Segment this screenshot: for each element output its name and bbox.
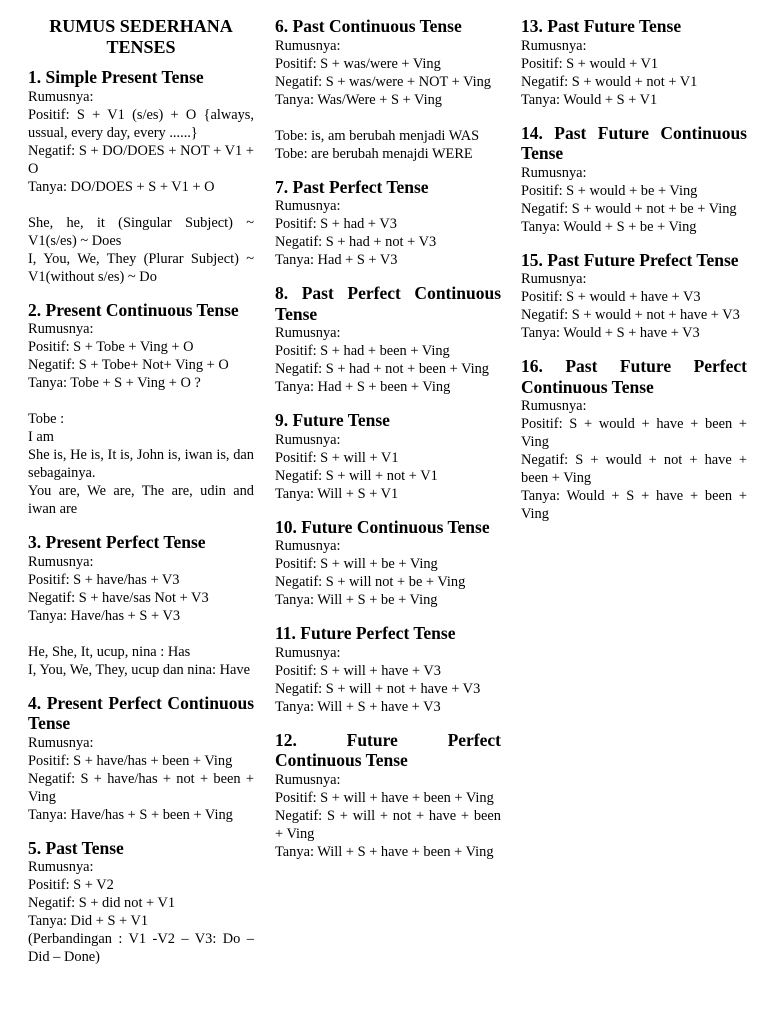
- formula-line: Positif: S + would + be + Ving: [521, 182, 698, 199]
- tense-section: [28, 838, 254, 967]
- formula-line: Negatif: S + DO/DOES + NOT + V1 + O: [28, 142, 254, 177]
- formula-line: Tanya: Have/has + S + been + Ving: [28, 806, 233, 823]
- formula-line: Positif: S + will + be + Ving: [275, 556, 438, 572]
- formula-line: Tanya: Will + S + be + Ving: [275, 592, 438, 608]
- section-heading: 14. Past Future Continuous Tense: [521, 122, 747, 163]
- formula-line: Tanya: Tobe + S + Ving + O ?: [28, 375, 201, 391]
- formula-label: Rumusnya:: [275, 644, 341, 661]
- section-heading: 10. Future Continuous Tense: [275, 516, 490, 537]
- formula-line: Tanya: Will + S + V1: [275, 485, 399, 502]
- tense-section: [275, 730, 501, 861]
- section-heading: 2. Present Continuous Tense: [28, 299, 239, 320]
- note-line: Tobe: is, am berubah menjadi WAS: [275, 127, 480, 144]
- note-line: She is, He is, It is, John is, iwan is, dan sebagainya.: [28, 447, 254, 481]
- formula-line: Tanya: DO/DOES + S + V1 + O: [28, 178, 215, 195]
- document-title: RUMUS SEDERHANA TENSES: [49, 16, 233, 57]
- formula-line: Negatif: S + would + not + V1: [521, 73, 698, 90]
- formula-line: Tanya: Would + S + V1: [521, 91, 658, 108]
- note-line: She, he, it (Singular Subject) ~ V1(s/es) ~ Does: [28, 214, 254, 249]
- formula-line: Positif: S + will + have + V3: [275, 662, 441, 679]
- formula-line: Tanya: Will + S + have + been + Ving: [275, 843, 494, 860]
- tense-section: [521, 356, 747, 523]
- tense-section: [275, 16, 501, 163]
- section-heading: 6. Past Continuous Tense: [275, 16, 462, 36]
- section-heading: 11. Future Perfect Tense: [275, 623, 456, 643]
- formula-line: Tanya: Was/Were + S + Ving: [275, 91, 442, 108]
- formula-line: Negatif: S + have/has + not + been + Ving: [28, 770, 254, 805]
- tense-section: [275, 283, 501, 396]
- tense-section: [275, 177, 501, 270]
- formula-label: Rumusnya:: [275, 538, 341, 554]
- formula-label: Rumusnya:: [275, 325, 341, 341]
- tense-section: [521, 16, 747, 109]
- column-2: [275, 16, 501, 875]
- column-1: [28, 16, 254, 980]
- formula-line: Negatif: S + have/sas Not + V3: [28, 589, 209, 606]
- tense-section: [275, 517, 501, 610]
- formula-label: Rumusnya:: [275, 37, 341, 54]
- note-line: He, She, It, ucup, nina : Has: [28, 643, 191, 660]
- note-line: I, You, We, They, ucup dan nina: Have: [28, 661, 250, 678]
- formula-label: Rumusnya:: [28, 734, 94, 751]
- formula-line: Tanya: Would + S + have + been + Ving: [521, 488, 747, 522]
- formula-line: Tanya: Did + S + V1: [28, 913, 149, 929]
- section-heading: 4. Present Perfect Continuous Tense: [28, 692, 254, 733]
- formula-line: Positif: S + will + V1: [275, 449, 399, 466]
- column-3: [521, 16, 747, 537]
- formula-label: Rumusnya:: [275, 771, 341, 788]
- formula-line: Positif: S + would + have + V3: [521, 289, 701, 305]
- formula-line: Positif: S + have/has + V3: [28, 571, 180, 588]
- formula-line: (Perbandingan : V1 -V2 – V3: Do – Did – Done): [28, 931, 254, 965]
- formula-line: Negatif: S + Tobe+ Not+ Ving + O: [28, 357, 229, 373]
- formula-line: Positif: S + would + V1: [521, 55, 659, 72]
- formula-line: Positif: S + Tobe + Ving + O: [28, 339, 194, 355]
- section-heading: 9. Future Tense: [275, 410, 390, 430]
- section-heading: 5. Past Tense: [28, 837, 124, 858]
- formula-line: Negatif: S + had + not + been + Ving: [275, 361, 489, 377]
- formula-line: Positif: S + will + have + been + Ving: [275, 789, 494, 806]
- formula-label: Rumusnya:: [521, 37, 587, 54]
- formula-line: Negatif: S + had + not + V3: [275, 234, 437, 250]
- formula-line: Tanya: Had + S + been + Ving: [275, 379, 451, 395]
- section-heading: 3. Present Perfect Tense: [28, 532, 206, 552]
- formula-line: Negatif: S + will + not + V1: [275, 467, 438, 484]
- formula-line: Negatif: S + will not + be + Ving: [275, 574, 466, 590]
- formula-line: Positif: S + was/were + Ving: [275, 55, 441, 72]
- section-heading: 1. Simple Present Tense: [28, 67, 204, 87]
- formula-line: Positif: S + would + have + been + Ving: [521, 416, 747, 450]
- formula-line: Negatif: S + would + not + have + been + Ving: [521, 452, 747, 486]
- formula-line: Negatif: S + will + not + have + been + Ving: [275, 807, 501, 842]
- note-line: Tobe: are berubah menajdi WERE: [275, 145, 473, 162]
- tense-section: [521, 250, 747, 343]
- note-line: I am: [28, 429, 54, 445]
- formula-label: Rumusnya:: [521, 398, 587, 414]
- section-heading: 13. Past Future Tense: [521, 16, 682, 36]
- formula-line: Positif: S + V1 (s/es) + O {always, ussual, every day, every ......}: [28, 106, 254, 141]
- formula-line: Tanya: Had + S + V3: [275, 252, 398, 268]
- formula-label: Rumusnya:: [28, 553, 94, 570]
- formula-line: Positif: S + had + V3: [275, 216, 397, 232]
- formula-label: Rumusnya:: [28, 321, 94, 337]
- formula-line: Negatif: S + was/were + NOT + Ving: [275, 73, 491, 90]
- note-line: Tobe :: [28, 411, 65, 427]
- section-heading: 15. Past Future Prefect Tense: [521, 249, 739, 270]
- formula-line: Positif: S + have/has + been + Ving: [28, 752, 233, 769]
- tense-section: [275, 623, 501, 716]
- formula-line: Positif: S + had + been + Ving: [275, 343, 450, 359]
- note-line: I, You, We, They (Plurar Subject) ~ V1(without s/es) ~ Do: [28, 250, 254, 285]
- formula-label: Rumusnya:: [275, 198, 341, 214]
- formula-label: Rumusnya:: [275, 431, 341, 448]
- tense-section: [275, 410, 501, 503]
- formula-label: Rumusnya:: [28, 88, 94, 105]
- formula-label: Rumusnya:: [521, 164, 587, 181]
- formula-label: Rumusnya:: [521, 271, 587, 287]
- formula-line: Negatif: S + did not + V1: [28, 895, 176, 911]
- tense-section: [521, 123, 747, 236]
- tense-section: [28, 67, 254, 286]
- formula-line: Tanya: Would + S + be + Ving: [521, 218, 697, 235]
- section-heading: 8. Past Perfect Continuous Tense: [275, 283, 501, 324]
- section-heading: 12. Future Perfect Continuous Tense: [275, 729, 501, 770]
- formula-label: Rumusnya:: [28, 859, 94, 875]
- note-line: You are, We are, The are, udin and iwan are: [28, 483, 254, 517]
- formula-line: Tanya: Would + S + have + V3: [521, 325, 700, 341]
- tense-section: [28, 532, 254, 679]
- formula-line: Negatif: S + would + not + be + Ving: [521, 200, 737, 217]
- section-heading: 16. Past Future Perfect Continuous Tense: [521, 356, 747, 397]
- formula-line: Tanya: Will + S + have + V3: [275, 698, 441, 715]
- tense-section: [28, 693, 254, 824]
- formula-line: Positif: S + V2: [28, 877, 114, 893]
- tense-section: [28, 300, 254, 519]
- section-heading: 7. Past Perfect Tense: [275, 176, 429, 197]
- formula-line: Negatif: S + would + not + have + V3: [521, 307, 740, 323]
- formula-line: Negatif: S + will + not + have + V3: [275, 680, 481, 697]
- formula-line: Tanya: Have/has + S + V3: [28, 607, 181, 624]
